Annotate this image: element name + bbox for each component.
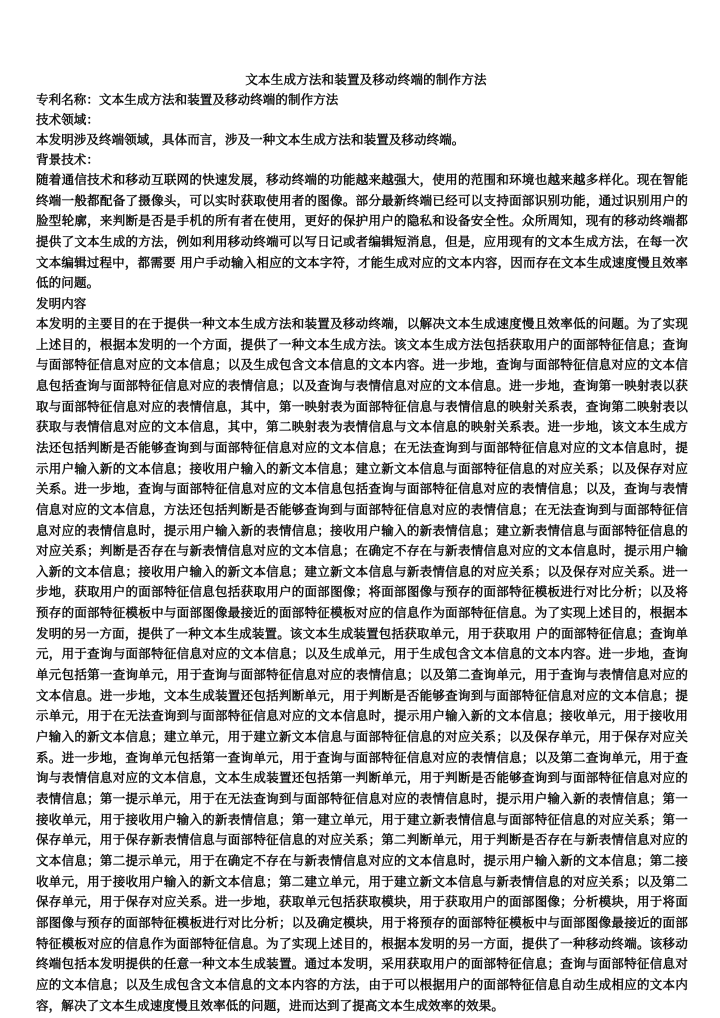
summary-paragraph: 本发明的主要目的在于提供一种文本生成方法和装置及移动终端，以解决文本生成速度慢且效率低的问题。为了实现上述目的，根据本发明的一个方面，提供了一种文本生成方法。该文本生成方法包括获取用户的面部特征信息；查询与面部特征信息对应的文本信息；以及生成包含文本信息的文本内容。进一步地，查询与面部特征信息对应的文本信息包括查询与面部特征信息对应的表情信息；以及查询与表情信息对应的文本信息。进一步地，查询第一映射表以获取与面部特征信息对应的表情信息，其中，第一映射表为面部特征信息与表情信息的映射关系表，查询第二映射表以获取与表情信息对应的文本信息，其中，第二映射表为表情信息与文本信息的映射关系表。进一步地，该文本生成方法还包括判断是否能够查询到与面部特征信息对应的文本信息；在无法查询到与面部特征信息对应的文本信息时，提示用户输入新的文本信息；接收用户输入的新文本信息；建立新文本信息与面部特征信息的对应关系；以及保存对应关系。进一步地，查询与面部特征信息对应的文本信息包括查询与面部特征信息对应的表情信息；以及，查询与表情信息对应的文本信息，方法还包括判断是否能够查询到与面部特征信息对应的表情信息；在无法查询到与面部特征信息对应的表情信息时，提示用户输入新的表情信息；接收用户输入的新表情信息；建立新表情信息与面部特征信息的对应关系；判断是否存在与新表情信息对应的文本信息；在确定不存在与新表情信息对应的文本信息时，提示用户输入新的文本信息；接收用户输入的新文本信息；建立新文本信息与新表情信息的对应关系；以及保存对应关系。进一步地，获取用户的面部特征信息包括获取用户的面部图像；将面部图像与预存的面部特征模板进行对比分析；以及将预存的面部特征模板中与面部图像最接近的面部特征模板对应的信息作为面部特征信息。为了实现上述目的，根据本发明的另一方面，提供了一种文本生成装置。该文本生成装置包括获取单元，用于获取用 户的面部特征信息；查询单元，用于查询与面部特征信息对应的文本信息；以及生成单元，用于生成包含文本信息的文本内容。进一步地，查询单元包括第一查询单元，用于查询与面部特征信息对应的表情信息；以及第二查询单元，用于查询与表情信息对应的文本信息。进一步地，文本生成装置还包括判断单元，用于判断是否能够查询到与面部特征信息对应的文本信息；提示单元，用于在无法查询到与面部特征信息对应的文本信息时，提示用户输入新的文本信息；接收单元，用于接收用户输入的新文本信息；建立单元，用于建立新文本信息与面部特征信息的对应关系；以及保存单元，用于保存对应关系。进一步地，查询单元包括第一查询单元，用于查询与面部特征信息对应的表情信息；以及第二查询单元，用于查询与表情信息对应的文本信息，文本生成装置还包括第一判断单元，用于判断是否能够查询到与面部特征信息对应的表情信息；第一提示单元，用于在无法查询到与面部特征信息对应的表情信息时，提示用户输入新的表情信息；第一接收单元，用于接收用户输入的新表情信息；第一建立单元，用于建立新表情信息与面部特征信息的对应关系；第一保存单元，用于保存新表情信息与面部特征信息的对应关系；第二判断单元，用于判断是否存在与新表情信息对应的文本信息；第二提示单元，用于在确定不存在与新表情信息对应的文本信息时，提示用户输入新的文本信息；第二接收单元，用于接收用户输入的新文本信息；第二建立单元，用于建立新文本信息与新表情信息的对应关系；以及第二保存单元，用于保存对应关系。进一步地，获取单元包括获取模块，用于获取用户的面部图像；分析模块，用于将面部图像与预存的面部特征模板进行对比分析；以及确定模块，用于将预存的面部特征模板中与面部图像最接近的面部特征模板对应的信息作为面部特征信息。为了实现上述目的，根据本发明的另一方面，提供了一种移动终端。该移动终端包括本发明提供的任意一种文本生成装置。通过本发明，采用获取用户的面部特征信息；查询与面部特征信息对应的文本信息；以及生成包含文本信息的文本内容的方法，由于可以根据用户的面部特征信息自动生成相应的文本内容，解决了文本生成速度慢且效率低的问题，进而达到了提高文本生成效率的效果。 xyxy=(36,315,688,1013)
tech-field-text: 本发明涉及终端领域，具体而言，涉及一种文本生成方法和装置及移动终端。 xyxy=(36,132,465,147)
summary-heading: 发明内容 xyxy=(36,295,87,311)
document-title: 文本生成方法和装置及移动终端的制作方法 xyxy=(245,72,487,87)
background-heading: 背景技术： xyxy=(36,152,100,167)
tech-field-heading: 技术领域： xyxy=(36,112,100,127)
document-page xyxy=(36,70,688,1016)
patent-name-line: 专利名称：文本生成方法和装置及移动终端的制作方法 xyxy=(36,92,339,107)
background-paragraph: 随着通信技术和移动互联网的快速发展，移动终端的功能越来越强大，使用的范围和环境也越来越多样化。现在智能终端一般都配备了摄像头，可以实时获取使用者的图像。部分最新终端已经可以支持面部识别功能，通过识别用户的脸型轮廓，来判断是否是手机的所有者在使用，更好的保护用户的隐私和设备安全性。众所周知，现有的移动终端都提供了文本生成的方法，例如利用移动终端可以写日记或者编辑短消息，但是，应用现有的文本生成方法，在每一次文本编辑过程中，都需要 用户手动输入相应的文本字符，才能生成对应的文本内容，因而存在文本生成速度慢且效率低的问题。 xyxy=(36,172,688,291)
